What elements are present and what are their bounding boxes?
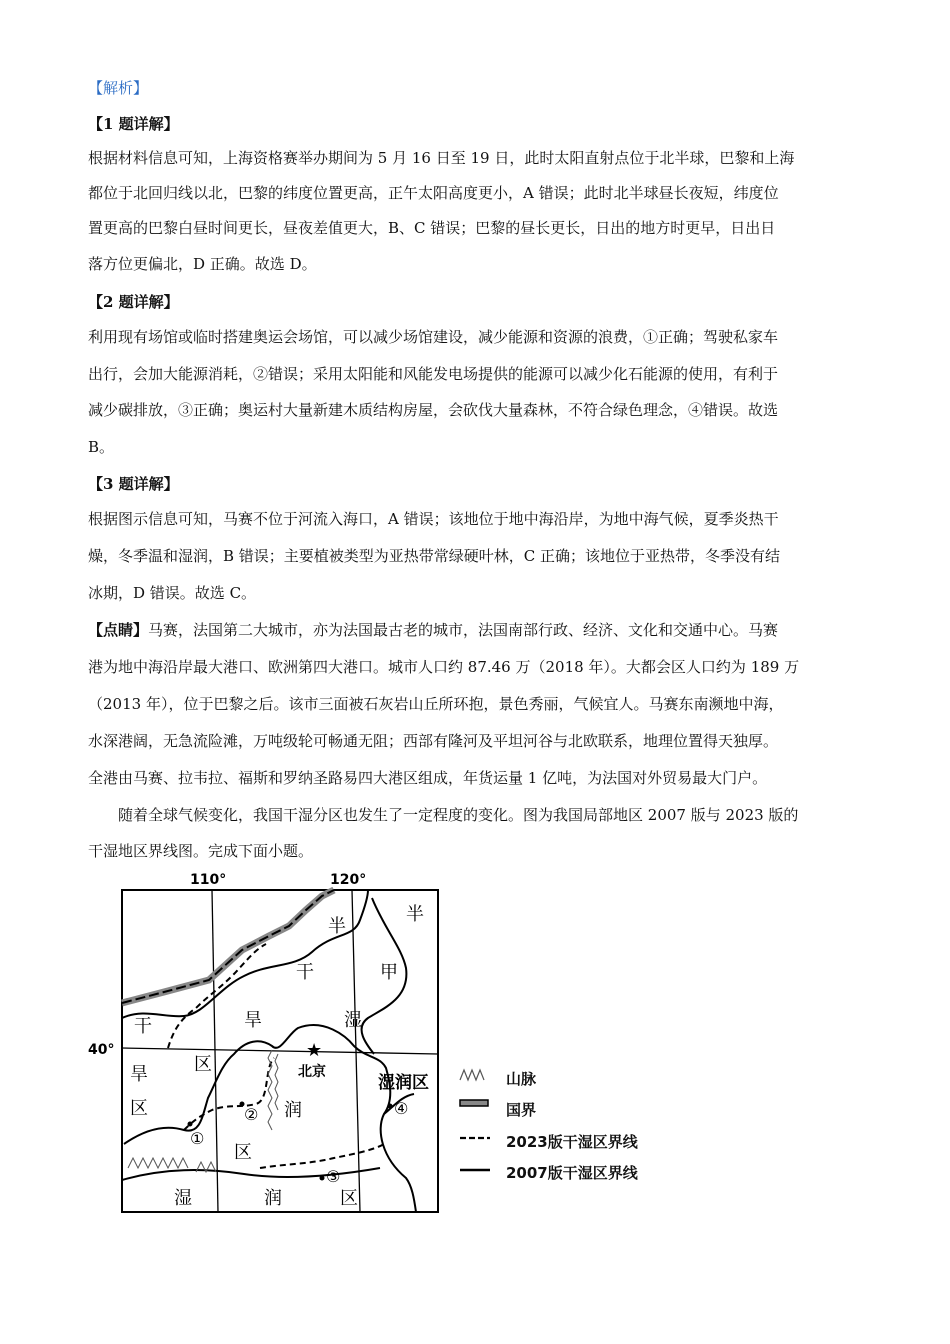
region-label: 润 xyxy=(284,1100,302,1121)
mountain-legend-icon xyxy=(460,1070,484,1080)
region-label: 半 xyxy=(328,916,346,937)
region-label: 区 xyxy=(340,1188,358,1209)
q2-line: B。 xyxy=(88,438,115,456)
point-label: ④ xyxy=(394,1099,409,1118)
q1-heading: 【1 题详解】 xyxy=(88,115,179,133)
region-label: 区 xyxy=(234,1142,252,1163)
dianjing-line: （2013 年），位于巴黎之后。该市三面被石灰岩山丘所环抱，景色秀丽，气候宜人。马赛东南濒地中海， xyxy=(88,695,784,713)
dianjing-text: 马赛，法国第二大城市，亦为法国最古老的城市，法国南部行政、经济、文化和交通中心。马赛 xyxy=(148,621,779,639)
intro-line: 随着全球气候变化，我国干湿分区也发生了一定程度的变化。图为我国局部地区 2007 版与 2023 版的 xyxy=(118,806,799,824)
dianjing-line: 港为地中海沿岸最大港口、欧洲第四大港口。城市人口约 87.46 万（2018 年）。大都会区人口约为 189 万 xyxy=(88,658,800,676)
q1-line: 根据材料信息可知，上海资格赛举办期间为 5 月 16 日至 19 日，此时太阳直射点位于北半球，巴黎和上海 xyxy=(88,149,795,167)
analysis-tag: 【解析】 xyxy=(88,79,149,97)
beijing-label: 北京 xyxy=(298,1064,326,1080)
border-legend-icon xyxy=(460,1100,488,1106)
beijing-star-icon: ★ xyxy=(306,1040,323,1061)
q3-heading: 【3 题详解】 xyxy=(88,475,179,493)
region-label: 湿润区 xyxy=(378,1073,429,1093)
region-label: 湿 xyxy=(174,1188,192,1209)
dianjing-line: 全港由马赛、拉韦拉、福斯和罗纳圣路易四大港区组成，年货运量 1 亿吨，为法国对外贸易最大门户。 xyxy=(88,769,768,787)
boundary-2007-lower xyxy=(122,1168,380,1180)
point-label: ③ xyxy=(326,1167,341,1186)
q2-heading: 【2 题详解】 xyxy=(88,293,179,311)
parallel-40 xyxy=(122,1048,438,1054)
dry-wet-boundary-map xyxy=(84,868,444,1218)
q3-line: 根据图示信息可知，马赛不位于河流入海口，A 错误；该地位于地中海沿岸，为地中海气候，夏季炎热干 xyxy=(88,510,779,528)
legend-2007: 2007版干湿区界线 xyxy=(506,1164,638,1182)
region-label: 甲 xyxy=(380,962,398,983)
mountain-range-taihang xyxy=(268,1050,278,1130)
region-label: 旱 xyxy=(130,1064,148,1085)
lat-40-label: 40° xyxy=(88,1042,115,1058)
q2-line: 利用现有场馆或临时搭建奥运会场馆，可以减少场馆建设，减少能源和资源的浪费，①正确；驾驶私家车 xyxy=(88,328,779,346)
region-label: 区 xyxy=(194,1054,212,1075)
region-label: 湿 xyxy=(344,1010,362,1031)
q3-line: 冰期，D 错误。故选 C。 xyxy=(88,584,257,602)
q1-line: 置更高的巴黎白昼时间更长，昼夜差值更大，B、C 错误；巴黎的昼长更长，日出的地方时更早，日出日 xyxy=(88,219,776,237)
legend-2023: 2023版干湿区界线 xyxy=(506,1133,638,1151)
point-dot xyxy=(388,1104,393,1109)
legend-symbols xyxy=(456,1062,496,1182)
q3-line: 燥，冬季温和湿润，B 错误；主要植被类型为亚热带常绿硬叶林，C 正确；该地位于亚热带，冬季没有结 xyxy=(88,547,781,565)
dianjing-first-line xyxy=(88,620,778,640)
lon-120-label: 120° xyxy=(330,872,367,888)
point-dot xyxy=(188,1122,193,1127)
dianjing-tag: 【点睛】 xyxy=(88,621,149,639)
legend-border: 国界 xyxy=(506,1101,537,1119)
boundary-2023-south xyxy=(260,1144,384,1168)
legend-mountain: 山脉 xyxy=(506,1070,537,1088)
boundary-2007-north xyxy=(122,890,368,1018)
q1-line: 落方位更偏北，D 正确。故选 D。 xyxy=(88,255,317,273)
meridian-110 xyxy=(212,890,218,1212)
q2-line: 出行，会加大能源消耗，②错误；采用太阳能和风能发电场提供的能源可以减少化石能源的使用，有利于 xyxy=(88,365,779,383)
q2-line: 减少碳排放，③正确；奥运村大量新建木质结构房屋，会砍伐大量森林，不符合绿色理念，④错误。故选 xyxy=(88,401,779,419)
q1-line: 都位于北回归线以北，巴黎的纬度位置更高，正午太阳高度更小，A 错误；此时北半球昼长夜短，纬度位 xyxy=(88,184,779,202)
lon-110-label: 110° xyxy=(190,872,227,888)
point-dot xyxy=(320,1176,325,1181)
intro-line: 干湿地区界线图。完成下面小题。 xyxy=(88,842,314,860)
region-label: 旱 xyxy=(244,1010,262,1031)
region-label: 半 xyxy=(406,904,424,925)
region-label: 干 xyxy=(134,1016,152,1037)
region-label: 区 xyxy=(130,1098,148,1119)
dianjing-line: 水深港阔，无急流险滩，万吨级轮可畅通无阻；西部有隆河及平坦河谷与北欧联系，地理位置得天独厚。 xyxy=(88,732,779,750)
point-label: ① xyxy=(190,1129,205,1148)
point-label: ② xyxy=(244,1105,259,1124)
region-label: 干 xyxy=(296,962,314,983)
region-label: 润 xyxy=(264,1188,282,1209)
